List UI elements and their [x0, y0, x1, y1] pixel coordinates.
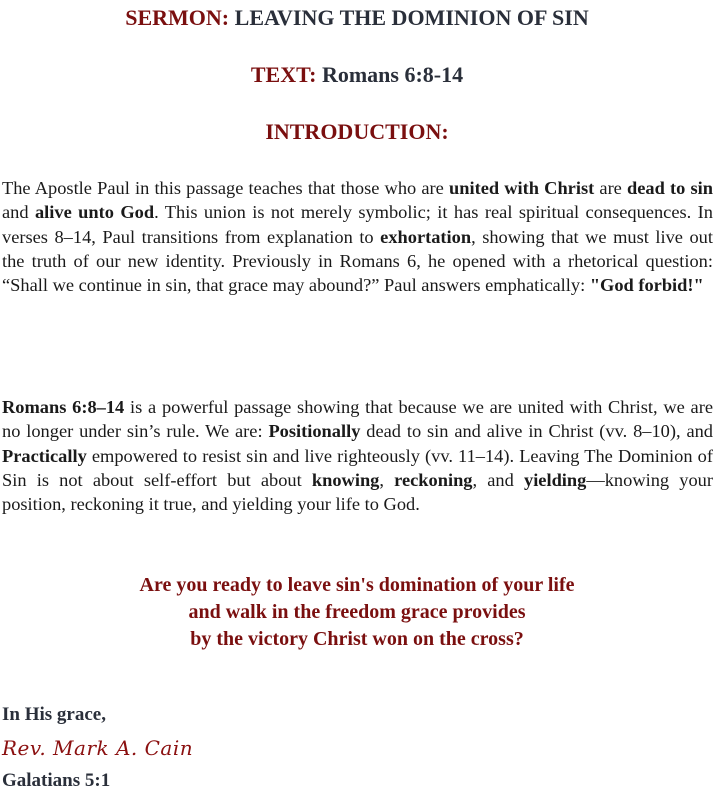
sermon-title-heading	[0, 5, 714, 31]
sermon-title: LEAVING THE DOMINION OF SIN	[229, 5, 589, 30]
emphasis-text: "God forbid!"	[589, 275, 704, 296]
text-reference: Romans 6:8-14	[316, 62, 464, 87]
emphasis-text: Romans 6:8–14	[2, 397, 125, 417]
body-text: . This union is not merely symbolic; it has real spiritual consequences. In verses 8–14, Paul transitions from explanation to	[2, 202, 713, 247]
introduction-heading: INTRODUCTION:	[265, 119, 449, 144]
body-text: empowered to resist sin and live righteously (vv. 11–14). Leaving The Dominion of Sin is not about self-effort but about	[2, 445, 713, 490]
closing-salutation: In His grace,	[2, 704, 106, 725]
call-to-action-line-1: Are you ready to leave sin's domination of your life	[139, 574, 575, 596]
emphasis-text: yielding	[524, 469, 587, 490]
emphasis-text: alive unto God	[34, 202, 155, 223]
call-to-action	[0, 572, 714, 653]
emphasis-text: united with Christ	[449, 178, 595, 198]
body-text: and	[2, 202, 35, 223]
emphasis-text: knowing	[311, 469, 380, 490]
introduction-paragraph-2	[2, 395, 713, 516]
call-to-action-line-2: and walk in the freedom grace provides	[188, 601, 526, 623]
text-label: TEXT:	[250, 62, 317, 87]
introduction-paragraph-1	[2, 176, 713, 297]
sermon-label: SERMON:	[125, 5, 230, 30]
body-text: is a powerful passage showing that because we are united with Christ, we are no longer under sin’s rule. We are:	[2, 397, 713, 442]
body-text: , showing that we must live out the truth of our new identity. Previously in Romans 6, he opened with a rhetorical question: “Shall we continue in sin, that grace may abound?” Paul answers emphatically:	[2, 226, 713, 296]
emphasis-text: dead to sin	[627, 178, 713, 198]
body-text: , and	[472, 469, 524, 490]
emphasis-text: reckoning	[394, 469, 473, 490]
body-text: are	[594, 178, 628, 198]
text-reference-heading	[0, 62, 714, 88]
emphasis-text: Positionally	[268, 421, 361, 442]
closing-verse: Galatians 5:1	[2, 770, 111, 791]
emphasis-text: Practically	[2, 445, 87, 466]
call-to-action-line-3: by the victory Christ won on the cross?	[190, 628, 524, 650]
emphasis-text: exhortation	[380, 226, 472, 247]
body-text: dead to sin and alive in Christ (vv. 8–10), and	[360, 421, 713, 442]
signature: Rev. Mark A. Cain	[2, 736, 194, 760]
body-text: ,	[379, 469, 395, 490]
body-text: The Apostle Paul in this passage teaches that those who are	[2, 178, 450, 198]
body-text: —knowing your position, reckoning it true, and yielding your life to God.	[2, 469, 713, 515]
